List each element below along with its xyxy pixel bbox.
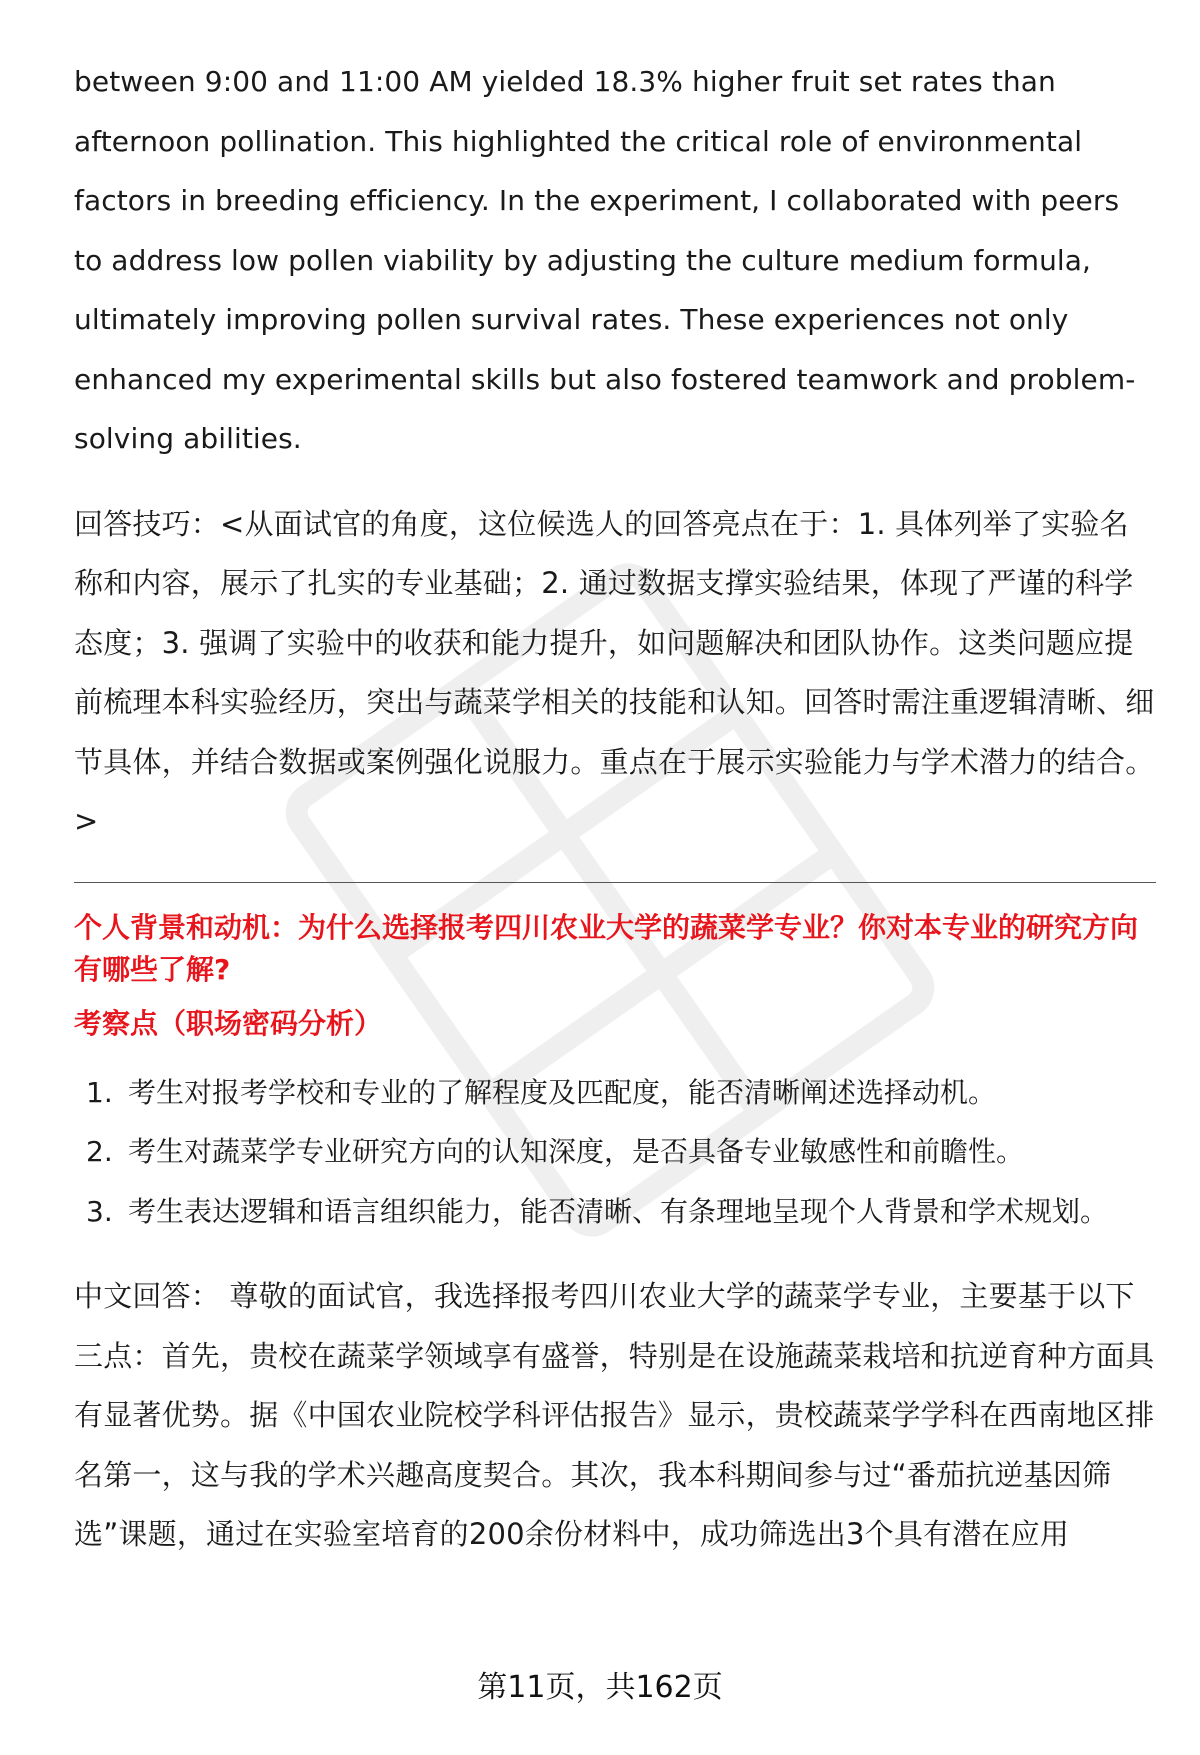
english-answer-continuation: between 9:00 and 11:00 AM yielded 18.3% higher fruit set rates than afternoon pollination. This highlighted the critical role of environmental factors in breeding efficiency. In the experiment, I collaborated with peers to address low pollen viability by adjusting the culture medium formula, ultimately improving pollen survival rates. These experiences not only enhanced my experimental skills but also fostered teamwork and problem-solving abilities. <box>74 65 1136 455</box>
document-page <box>74 52 1156 1565</box>
assessment-points-list <box>74 1063 1156 1242</box>
list-item-text: 考生对报考学校和专业的了解程度及匹配度，能否清晰阐述选择动机。 <box>128 1075 997 1109</box>
page-number-footer: 第11页，共162页 <box>477 1670 723 1705</box>
list-number: 2. <box>86 1135 113 1168</box>
question-heading: 个人背景和动机：为什么选择报考四川农业大学的蔬菜学专业？你对本专业的研究方向有哪些了解? <box>74 910 1139 986</box>
list-item <box>74 1122 1156 1182</box>
chinese-answer: 中文回答： 尊敬的面试官，我选择报考四川农业大学的蔬菜学专业，主要基于以下三点：首先，贵校在蔬菜学领域享有盛誉，特别是在设施蔬菜栽培和抗逆育种方面具有显著优势。据《中国农业院校学科评估报告》显示，贵校蔬菜学学科在西南地区排名第一，这与我的学术兴趣高度契合。其次，我本科期间参与过“番茄抗逆基因筛选”课题，通过在实验室培育的200余份材料中，成功筛选出3个具有潜在应用 <box>74 1279 1155 1551</box>
list-item <box>74 1182 1156 1242</box>
assessment-points-title: 考察点（职场密码分析） <box>74 1006 383 1040</box>
list-item <box>74 1063 1156 1123</box>
list-item-text: 考生对蔬菜学专业研究方向的认知深度，是否具备专业敏感性和前瞻性。 <box>128 1135 1025 1168</box>
list-number: 1. <box>86 1075 113 1109</box>
list-number: 3. <box>86 1194 113 1228</box>
answer-tips: 回答技巧：<从面试官的角度，这位候选人的回答亮点在于：1. 具体列举了实验名称和内容，展示了扎实的专业基础；2. 通过数据支撑实验结果，体现了严谨的科学态度；3. 强调了实验中的收获和能力提升，如问题解决和团队协作。这类问题应提前梳理本科实验经历，突出与蔬菜学相关的技能和认知。回答时需注重逻辑清晰、细节具体，并结合数据或案例强化说服力。重点在于展示实验能力与学术潜力的结合。> <box>74 506 1155 838</box>
list-item-text: 考生表达逻辑和语言组织能力，能否清晰、有条理地呈现个人背景和学术规划。 <box>128 1194 1109 1228</box>
